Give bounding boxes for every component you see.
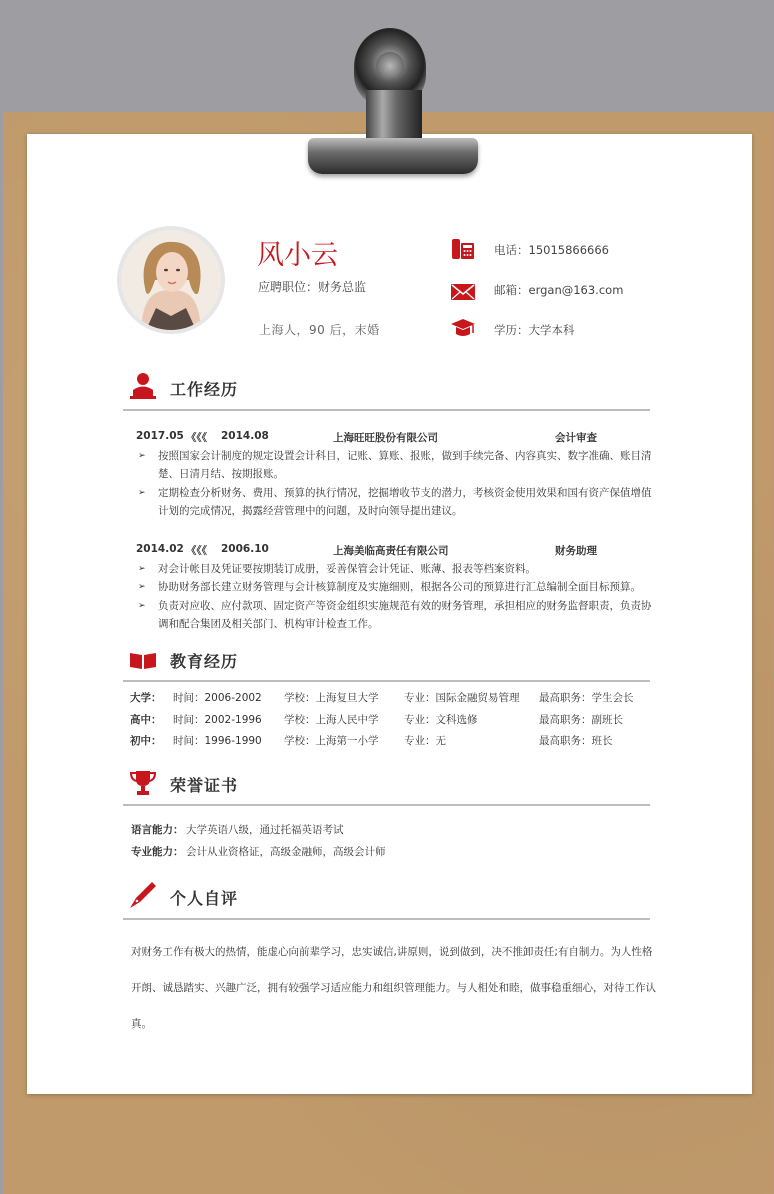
degree-text: 学历：大学本科 <box>494 323 575 337</box>
edu-school: 学校：上海复旦大学 <box>284 692 379 704</box>
job-end-date: 2014.08 <box>221 430 269 442</box>
honor-text: 会计从业资格证，高级金融师，高级会计师 <box>186 846 386 858</box>
arrow-bullet-icon: ➢ <box>138 488 146 498</box>
date-arrows: 《《《 <box>186 545 207 557</box>
arrow-bullet-icon: ➢ <box>138 601 146 611</box>
edu-role: 最高职务：副班长 <box>539 714 623 726</box>
date-arrows: 《《《 <box>186 432 207 444</box>
section-title-self: 个人自评 <box>170 889 239 908</box>
edu-school: 学校：上海人民中学 <box>284 714 379 726</box>
basic-info: 上海人，90 后，末婚 <box>259 323 380 337</box>
edu-major: 专业：国际金融贸易管理 <box>404 692 520 704</box>
applicant-name: 风小云 <box>257 240 338 271</box>
edu-role: 最高职务：学生会长 <box>539 692 634 704</box>
honor-label: 语言能力： <box>131 824 184 836</box>
edu-level: 初中： <box>130 735 162 747</box>
person-icon <box>128 370 158 400</box>
company-name: 上海美临高责任有限公司 <box>333 545 449 557</box>
edu-level: 高中： <box>130 714 162 726</box>
email-text: 邮箱：ergan@163.com <box>494 283 624 297</box>
job-duty: 对会计帐目及凭证要按期装订成册，妥善保管会计凭证、账薄、报表等档案资料。 <box>158 563 536 575</box>
edu-role: 最高职务：班长 <box>539 735 613 747</box>
edu-major: 专业：文科选修 <box>404 714 478 726</box>
edu-time: 时间：2002-1996 <box>173 714 262 726</box>
mail-icon <box>450 280 476 304</box>
job-duty: 定期检查分析财务、费用、预算的执行情况，挖掘增收节支的潜力，考核资金使用效果和国有资产保值增值计划的完成情况，揭露经营管理中的问题，及时向领导提出建议。 <box>158 487 652 517</box>
honor-text: 大学英语八级，通过托福英语考试 <box>186 824 344 836</box>
arrow-bullet-icon: ➢ <box>138 582 146 592</box>
job-title: 会计审查 <box>555 432 597 444</box>
self-evaluation-text: 对财务工作有极大的热情，能虚心向前辈学习，忠实诚信,讲原则，说到做到，决不推卸责任;有自制力。为人性格开朗、诚恳踏实、兴趣广泛，拥有较强学习适应能力和组织管理能力。与人相处和睦，做事稳重细心，对待工作认真。 <box>131 946 656 1030</box>
binder-clip-neck <box>366 90 422 144</box>
section-divider <box>123 680 650 682</box>
portrait-photo <box>121 230 221 330</box>
edu-time: 时间：1996-1990 <box>173 735 262 747</box>
edu-school: 学校：上海第一小学 <box>284 735 379 747</box>
job-duty: 协助财务部长建立财务管理与会计核算制度及实施细则，根据各公司的预算进行汇总编制全面目标预算。 <box>158 581 641 593</box>
avatar <box>117 226 225 334</box>
edu-level: 大学： <box>130 692 162 704</box>
section-title-education: 教育经历 <box>170 652 239 671</box>
company-name: 上海旺旺股份有限公司 <box>333 432 438 444</box>
binder-clip <box>308 138 478 174</box>
job-start-date: 2017.05 <box>136 430 184 442</box>
honor-label: 专业能力： <box>131 846 184 858</box>
trophy-icon <box>128 768 158 798</box>
applied-position: 应聘职位：财务总监 <box>258 280 367 294</box>
phone-text: 电话：15015866666 <box>494 243 609 257</box>
section-divider <box>123 804 650 806</box>
pen-icon <box>128 880 158 910</box>
book-icon <box>128 645 158 675</box>
job-end-date: 2006.10 <box>221 543 269 555</box>
job-duty: 负责对应收、应付款项、固定资产等资金组织实施规范有效的财务管理，承担相应的财务监督职责，负责协调和配合集团及相关部门、机构审计检查工作。 <box>158 600 652 630</box>
section-divider <box>123 918 650 920</box>
job-title: 财务助理 <box>555 545 597 557</box>
section-title-honors: 荣誉证书 <box>170 776 239 795</box>
arrow-bullet-icon: ➢ <box>138 451 146 461</box>
graduation-cap-icon <box>450 316 476 340</box>
section-divider <box>123 409 650 411</box>
edu-major: 专业：无 <box>404 735 446 747</box>
clip-hole <box>376 52 404 80</box>
job-start-date: 2014.02 <box>136 543 184 555</box>
arrow-bullet-icon: ➢ <box>138 564 146 574</box>
job-duty: 按照国家会计制度的规定设置会计科目，记账、算账、报账，做到手续完备、内容真实、数字准确、账目清楚、日清月结、按期报账。 <box>158 450 652 480</box>
phone-icon <box>450 237 476 261</box>
edu-time: 时间：2006-2002 <box>173 692 262 704</box>
section-title-work: 工作经历 <box>170 380 239 399</box>
